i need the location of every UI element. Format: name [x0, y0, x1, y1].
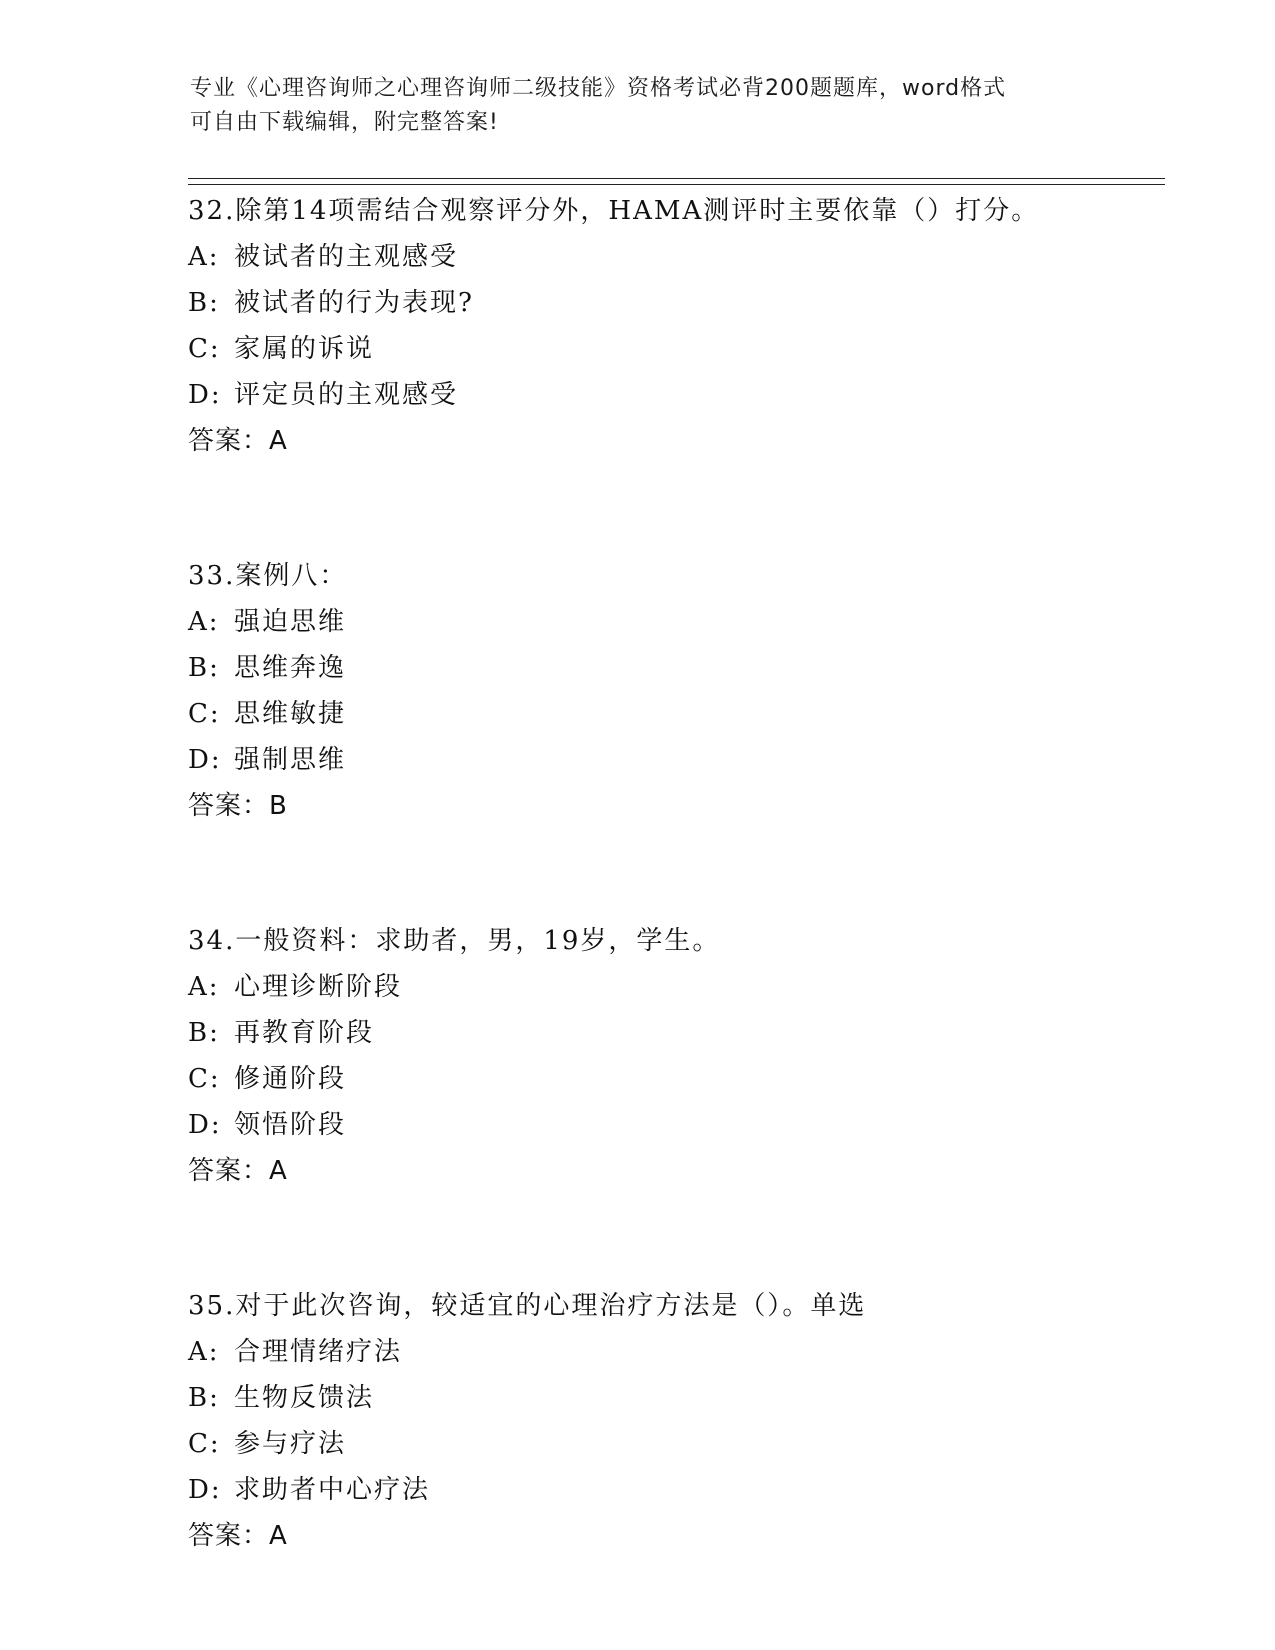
answer-line: 答案：A [188, 1156, 288, 1186]
option-letter: C: [188, 1064, 221, 1094]
question-stem: 34.一般资料：求助者，男，19岁，学生。 [188, 926, 721, 956]
question-spacer [188, 1194, 1168, 1283]
option-text: 参与疗法 [234, 1429, 347, 1459]
option-letter: D: [188, 1475, 222, 1505]
question-34 [188, 918, 1168, 1194]
option-letter: C: [188, 1429, 221, 1459]
option-a [188, 599, 1168, 645]
option-a [188, 1329, 1168, 1375]
option-b [188, 280, 1168, 326]
option-b [188, 1010, 1168, 1056]
header-line-1: 专业《心理咨询师之心理咨询师二级技能》资格考试必背200题题库，word格式 [190, 76, 1007, 101]
option-text: 评定员的主观感受 [234, 380, 459, 410]
option-text: 合理情绪疗法 [234, 1337, 403, 1367]
option-letter: A: [188, 607, 220, 637]
question-spacer [188, 829, 1168, 918]
option-letter: A: [188, 242, 220, 272]
header-line-2: 可自由下载编辑，附完整答案! [190, 110, 499, 135]
answer-line: 答案：B [188, 791, 288, 821]
option-text: 强迫思维 [234, 607, 347, 637]
option-a [188, 234, 1168, 280]
option-text: 家属的诉说 [234, 334, 375, 364]
option-letter: A: [188, 1337, 220, 1367]
option-letter: B: [188, 1383, 220, 1413]
option-c [188, 326, 1168, 372]
option-c [188, 1056, 1168, 1102]
option-text: 思维敏捷 [234, 699, 347, 729]
option-letter: D: [188, 1110, 222, 1140]
option-d [188, 1467, 1168, 1513]
question-32 [188, 188, 1168, 464]
option-letter: B: [188, 288, 220, 318]
option-letter: D: [188, 380, 222, 410]
header-rule-top [188, 178, 1165, 179]
option-text: 被试者的行为表现? [234, 288, 474, 318]
option-a [188, 964, 1168, 1010]
option-b [188, 645, 1168, 691]
option-letter: A: [188, 972, 220, 1002]
option-text: 再教育阶段 [234, 1018, 375, 1048]
option-text: 被试者的主观感受 [234, 242, 459, 272]
option-d [188, 1102, 1168, 1148]
option-letter: B: [188, 1018, 220, 1048]
option-text: 强制思维 [234, 745, 347, 775]
answer-line: 答案：A [188, 426, 288, 456]
option-c [188, 691, 1168, 737]
option-letter: D: [188, 745, 222, 775]
question-stem: 32.除第14项需结合观察评分外，HAMA测评时主要依靠（）打分。 [188, 196, 1040, 226]
question-stem: 35.对于此次咨询，较适宜的心理治疗方法是（）。单选 [188, 1291, 867, 1321]
option-text: 心理诊断阶段 [234, 972, 403, 1002]
option-text: 领悟阶段 [234, 1110, 347, 1140]
question-spacer [188, 464, 1168, 553]
option-text: 生物反馈法 [234, 1383, 375, 1413]
option-b [188, 1375, 1168, 1421]
header-rule-bottom [188, 184, 1165, 185]
option-d [188, 372, 1168, 418]
option-d [188, 737, 1168, 783]
option-letter: C: [188, 334, 221, 364]
question-list [188, 188, 1168, 1559]
option-text: 修通阶段 [234, 1064, 347, 1094]
question-35 [188, 1283, 1168, 1559]
answer-line: 答案：A [188, 1521, 288, 1551]
option-letter: B: [188, 653, 220, 683]
question-33 [188, 553, 1168, 829]
option-letter: C: [188, 699, 221, 729]
option-text: 求助者中心疗法 [234, 1475, 431, 1505]
option-text: 思维奔逸 [234, 653, 347, 683]
option-c [188, 1421, 1168, 1467]
question-stem: 33.案例八： [188, 561, 348, 591]
document-header [190, 72, 1090, 140]
